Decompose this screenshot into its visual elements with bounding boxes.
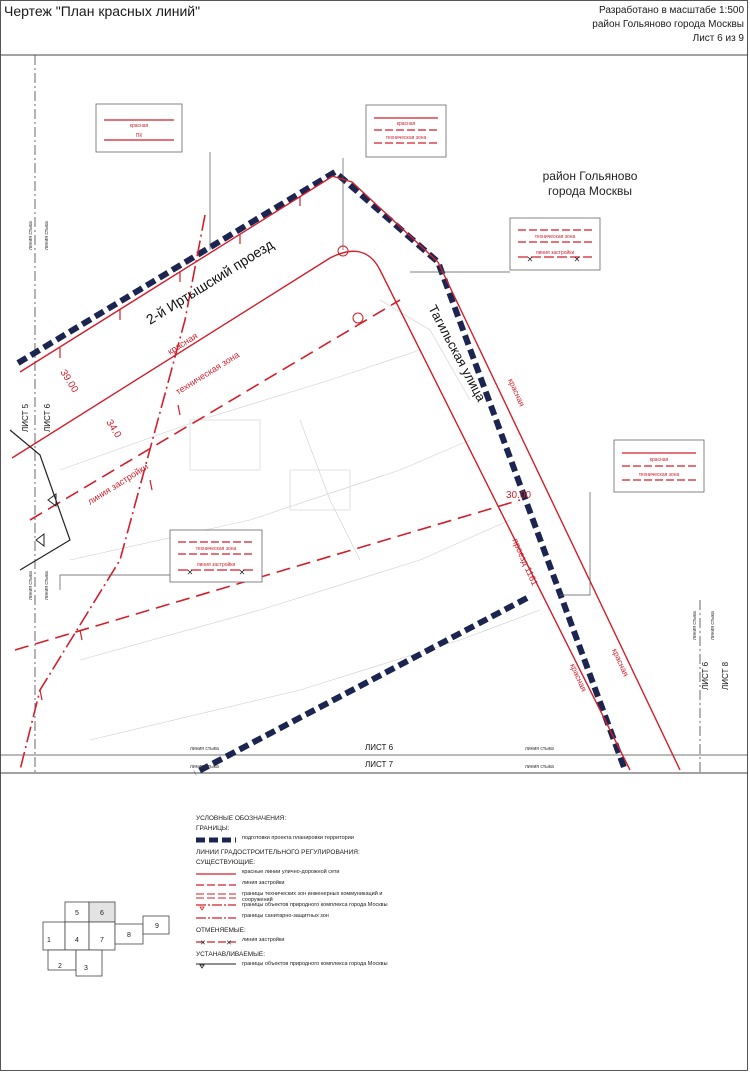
legend xyxy=(196,812,396,972)
callout-build-text: линия застройки xyxy=(196,562,236,568)
tech-zone-swatch xyxy=(196,892,236,900)
callout-red-text: красная xyxy=(396,121,416,127)
nature-swatch xyxy=(196,903,236,911)
legend-item-nature: границы объектов природного комплекса города Москвы xyxy=(196,902,396,913)
join-line-label: линия стыка xyxy=(692,611,698,640)
callout-build-text: линия застройки xyxy=(535,250,575,256)
callout-box-2 xyxy=(366,105,446,157)
callout-red-text: красная xyxy=(129,123,149,129)
legend-item-tech-zone: границы технических зон инженерных коммуникаций и сооружений xyxy=(196,891,396,902)
navy-dash-swatch xyxy=(196,836,236,844)
street-label-tagilskaya: Тагильская улица xyxy=(425,302,489,404)
leader-node xyxy=(353,313,363,323)
cross-mark: ✕ xyxy=(573,255,581,264)
key-cell-5: 5 xyxy=(75,910,79,917)
district-label: города Москвы xyxy=(548,184,632,198)
svg-text:✕: ✕ xyxy=(200,940,206,946)
legend-boundaries-header: ГРАНИЦЫ: xyxy=(196,825,230,832)
legend-existing-header: СУЩЕСТВУЮЩИЕ: xyxy=(196,859,256,866)
key-cell-1: 1 xyxy=(47,937,51,944)
district-text: район Гольяново города Москвы xyxy=(592,19,744,30)
legend-item-boundary: подготовки проекта планировки территории xyxy=(196,835,396,846)
legend-cancelled-header: ОТМЕНЯЕМЫЕ: xyxy=(196,927,246,934)
sheet-label: ЛИСТ 7 xyxy=(365,760,394,769)
key-cell-3: 3 xyxy=(84,965,88,972)
sheet-label: ЛИСТ 5 xyxy=(21,403,30,432)
sheet-number: Лист 6 из 9 xyxy=(692,33,744,44)
join-line-label: линия стыка xyxy=(525,764,554,770)
sheet-label: ЛИСТ 6 xyxy=(701,661,710,690)
join-line-label: линия стыка xyxy=(710,611,716,640)
sheet-label: ЛИСТ 6 xyxy=(365,743,394,752)
svg-text:✕: ✕ xyxy=(226,940,232,946)
key-cell-9: 9 xyxy=(155,923,159,930)
legend-item-build-line: линия застройки xyxy=(196,880,396,891)
legend-regulation-header: ЛИНИИ ГРАДОСТРОИТЕЛЬНОГО РЕГУЛИРОВАНИЯ: xyxy=(196,849,360,856)
tech-zone-label: техническая зона xyxy=(173,349,242,397)
key-cell-2: 2 xyxy=(58,963,62,970)
red-line-ticks xyxy=(40,196,300,700)
join-line-label: линия стыка xyxy=(44,221,50,250)
join-line-label: линия стыка xyxy=(190,764,219,770)
district-label: район Гольяново xyxy=(542,169,638,183)
sheet-join-lines xyxy=(0,55,748,773)
callout-box-5 xyxy=(170,530,262,582)
legend-item-established-nature: границы объектов природного комплекса города Москвы xyxy=(196,961,396,972)
callout-box-1 xyxy=(96,104,182,152)
join-line-label: линия стыка xyxy=(44,571,50,600)
dimension-label: 30.00 xyxy=(506,490,532,501)
building-outline xyxy=(10,430,70,570)
join-line-label: линия стыка xyxy=(525,746,554,752)
cross-mark: ✕ xyxy=(186,568,194,577)
key-cell-7: 7 xyxy=(100,937,104,944)
legend-established-header: УСТАНАВЛИВАЕМЫЕ: xyxy=(196,951,266,958)
key-cell-4: 4 xyxy=(75,937,79,944)
join-line-label: линия стыка xyxy=(28,571,34,600)
build-line-label: линия застройки xyxy=(85,461,150,507)
key-cell-8: 8 xyxy=(127,932,131,939)
cancelled-swatch xyxy=(196,938,236,946)
callout-tech-text: техническая зона xyxy=(385,135,427,141)
callout-red-text: красная xyxy=(649,457,669,463)
proezd-label: проезд 1161 xyxy=(510,536,540,588)
street-label-irtyshsky: 2-й Иртышский проезд xyxy=(143,236,277,328)
red-dashed-lines xyxy=(15,300,520,650)
scale-text: Разработано в масштабе 1:500 xyxy=(598,5,744,16)
legend-item-cancelled-build: ✕ ✕ линия застройки xyxy=(196,937,396,948)
callout-tech-text: техническая зона xyxy=(195,546,237,552)
callout-tech-text: техническая зона xyxy=(534,234,576,240)
dimension-label: 39.00 xyxy=(57,367,81,395)
red-line-label: красная xyxy=(165,330,200,357)
established-swatch xyxy=(196,962,236,970)
cross-mark: ✕ xyxy=(238,568,246,577)
cross-mark: ✕ xyxy=(526,255,534,264)
drawing-title: Чертеж "План красных линий" xyxy=(4,3,201,19)
legend-item-red-line: красные линии улично-дорожной сети xyxy=(196,869,396,880)
legend-title: УСЛОВНЫЕ ОБОЗНАЧЕНИЯ: xyxy=(196,815,287,822)
key-cell-6: 6 xyxy=(100,910,104,917)
join-line-label: линия стыка xyxy=(190,746,219,752)
triangle-marker xyxy=(36,534,44,546)
callout-box-3 xyxy=(510,218,600,270)
sheet-label: ЛИСТ 8 xyxy=(721,661,730,690)
callout-tech-text: техническая зона xyxy=(638,472,680,478)
legend-item-sanitary: границы санитарно-защитных зон xyxy=(196,913,396,924)
sheet-label: ЛИСТ 6 xyxy=(43,403,52,432)
red-line-label: красная xyxy=(610,647,631,678)
callout-pk-text: ПК xyxy=(135,133,143,139)
sanitary-swatch xyxy=(196,914,236,922)
red-line-label: красная xyxy=(568,662,589,693)
build-line-swatch xyxy=(196,881,236,889)
dimension-label: 34.0 xyxy=(103,417,124,441)
join-line-label: линия стыка xyxy=(28,221,34,250)
callout-box-4 xyxy=(614,440,704,492)
red-line-swatch xyxy=(196,870,236,878)
red-line-label: красная xyxy=(506,377,527,408)
